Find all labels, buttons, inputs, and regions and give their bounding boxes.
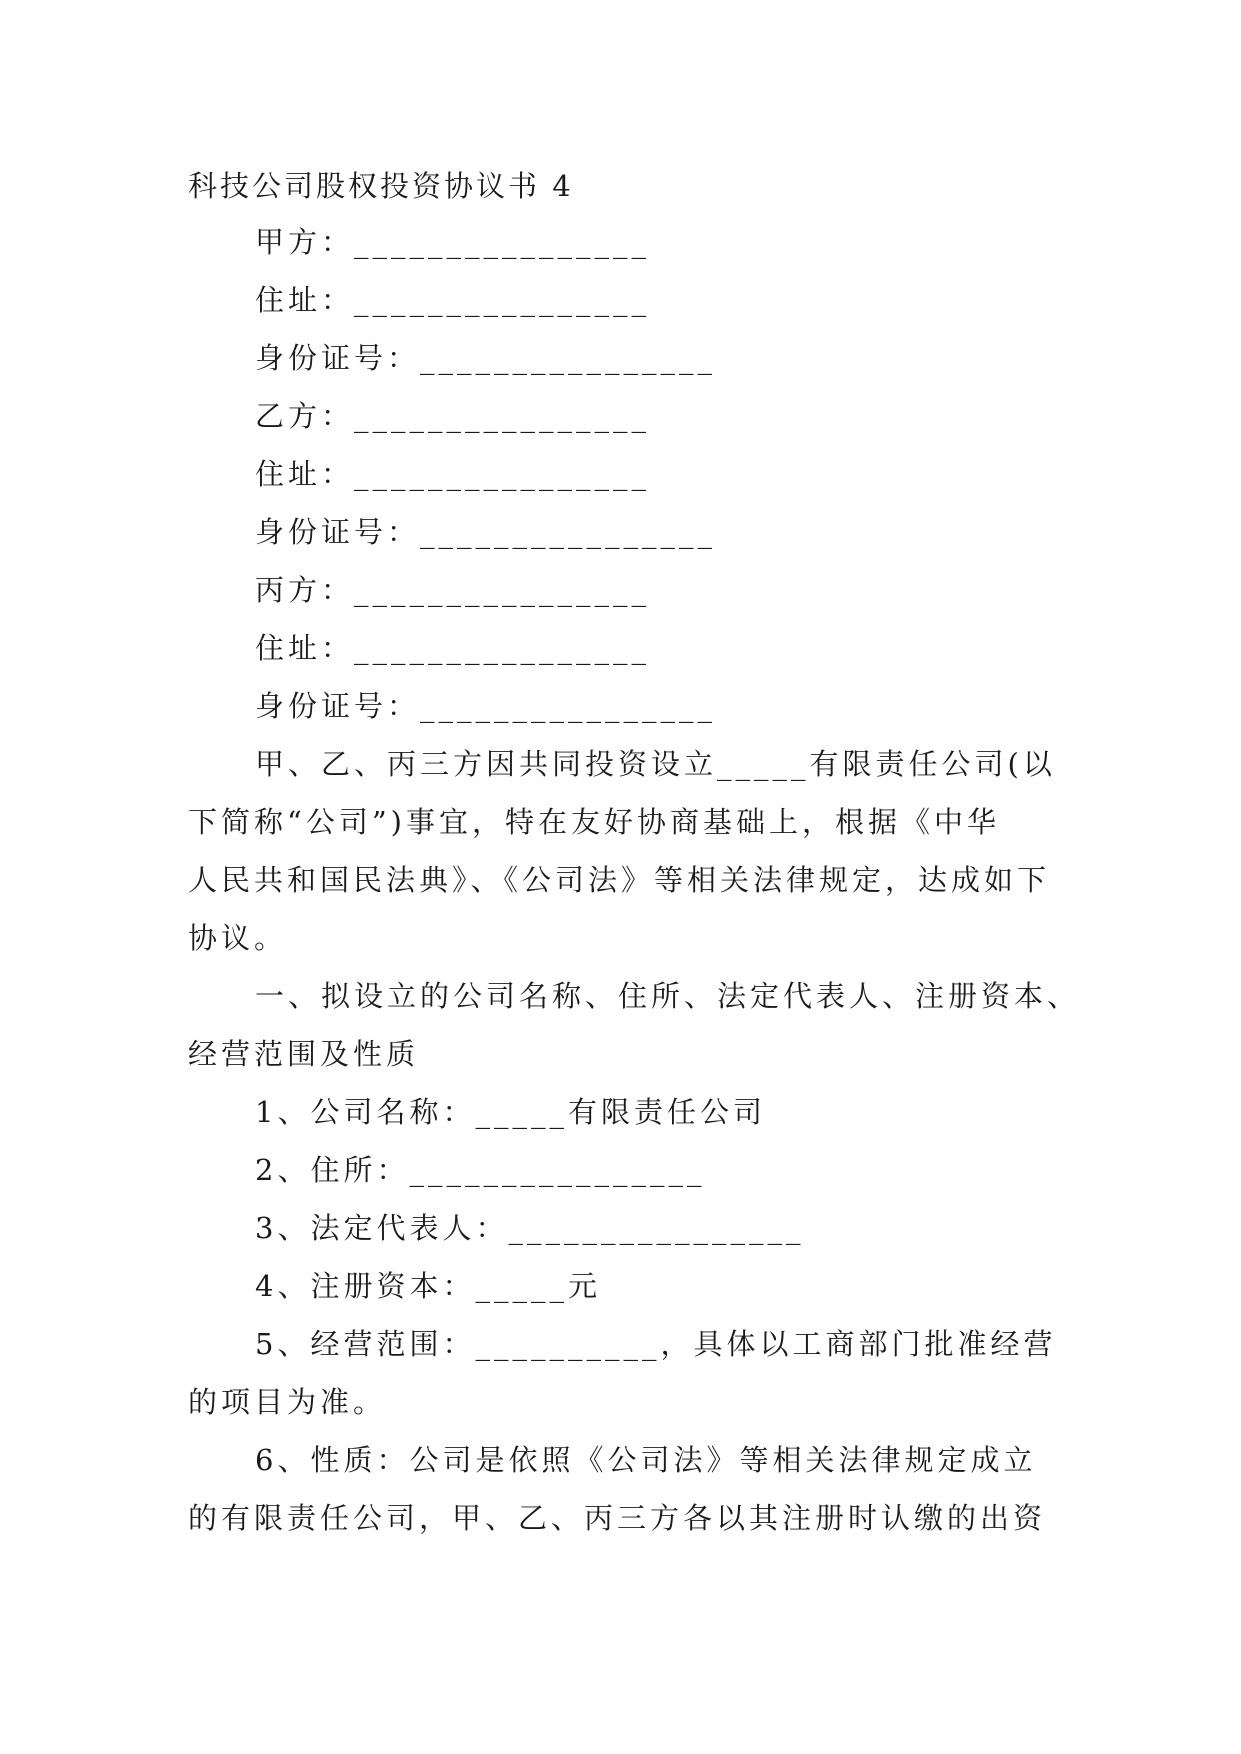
preamble-line-1: 甲、乙、丙三方因共同投资设立_____有限责任公司(以 bbox=[255, 747, 1056, 781]
item-registered-capital: 4、注册资本：_____元 bbox=[255, 1269, 601, 1303]
item-domicile: 2、住所：________________ bbox=[255, 1153, 706, 1187]
party-a-name: 甲方：________________ bbox=[255, 225, 651, 259]
item-nature-line-2: 的有限责任公司，甲、乙、丙三方各以其注册时认缴的出资 bbox=[188, 1501, 1047, 1535]
preamble-line-4: 协议。 bbox=[188, 921, 288, 955]
section-1-heading-line-1: 一、拟设立的公司名称、住所、法定代表人、注册资本、 bbox=[255, 979, 1081, 1013]
item-legal-representative: 3、法定代表人：________________ bbox=[255, 1211, 805, 1245]
item-company-name: 1、公司名称：_____有限责任公司 bbox=[255, 1095, 766, 1129]
section-1-heading-line-2: 经营范围及性质 bbox=[188, 1037, 420, 1071]
party-a-address: 住址：________________ bbox=[255, 283, 651, 317]
document-title: 科技公司股权投资协议书 4 bbox=[188, 169, 574, 203]
item-business-scope-line-2: 的项目为准。 bbox=[188, 1385, 387, 1419]
preamble-line-3: 人民共和国民法典》、《公司法》等相关法律规定，达成如下 bbox=[188, 863, 1051, 897]
party-a-id-number: 身份证号：________________ bbox=[255, 341, 717, 375]
preamble-line-2: 下简称“公司”)事宜，特在友好协商基础上，根据《中华 bbox=[188, 805, 1000, 839]
party-c-address: 住址：________________ bbox=[255, 631, 651, 665]
item-business-scope-line-1: 5、经营范围：__________，具体以工商部门批准经营 bbox=[255, 1327, 1057, 1361]
party-b-name: 乙方：________________ bbox=[255, 399, 651, 433]
party-b-address: 住址：________________ bbox=[255, 457, 651, 491]
party-c-name: 丙方：________________ bbox=[255, 573, 651, 607]
item-nature-line-1: 6、性质：公司是依照《公司法》等相关法律规定成立 bbox=[255, 1443, 1037, 1477]
party-b-id-number: 身份证号：________________ bbox=[255, 515, 717, 549]
party-c-id-number: 身份证号：________________ bbox=[255, 689, 717, 723]
